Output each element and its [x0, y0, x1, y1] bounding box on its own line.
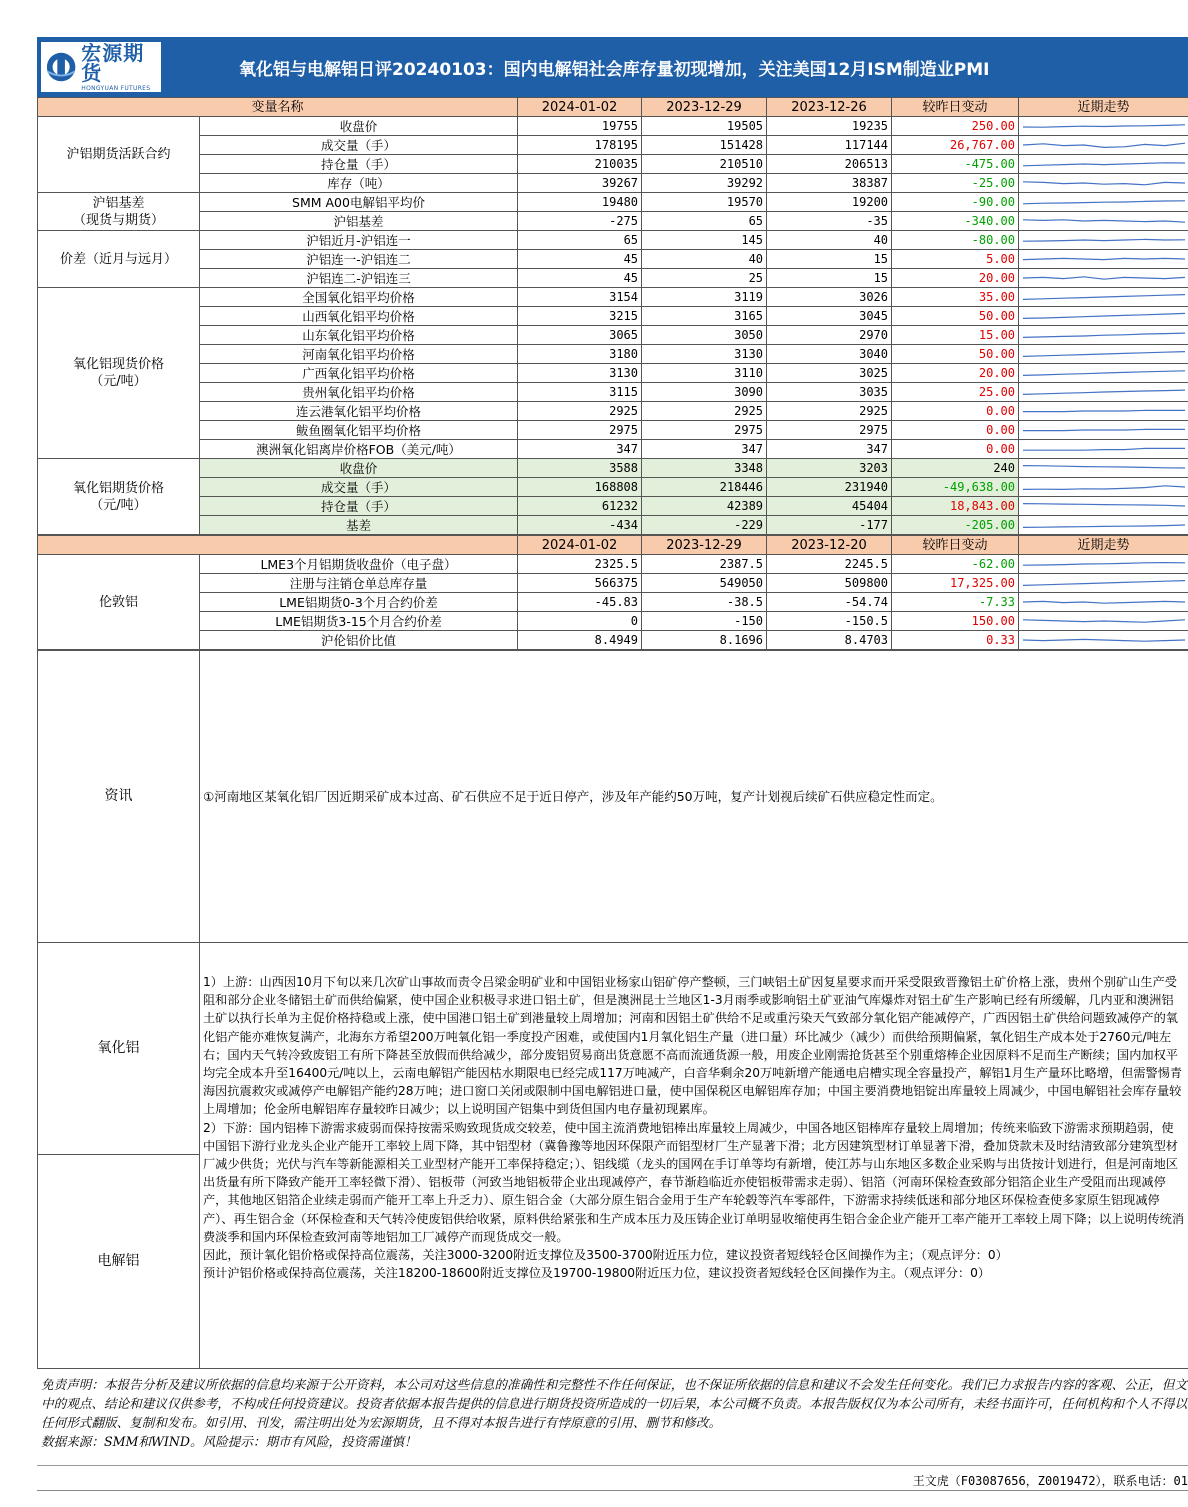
trend-sparkline: [1019, 136, 1188, 155]
trend-sparkline: [1019, 326, 1188, 345]
trend-line: [1023, 371, 1185, 376]
trend-line: [1023, 258, 1185, 259]
daily-change: 150.00: [892, 612, 1019, 631]
variable-name: 沪伦铝价比值: [200, 631, 518, 650]
value-date-3: 15: [767, 269, 892, 288]
value-date-1: 45: [518, 269, 642, 288]
trend-line: [1023, 333, 1185, 337]
table-row: [38, 117, 1188, 136]
value-date-3: 3203: [767, 459, 892, 478]
value-date-1: 8.4949: [518, 631, 642, 650]
value-date-2: 3119: [642, 288, 767, 307]
value-date-3: 3040: [767, 345, 892, 364]
trend-sparkline: [1019, 459, 1188, 478]
value-date-3: 117144: [767, 136, 892, 155]
table-row: [38, 497, 1188, 516]
table-row: [38, 631, 1188, 650]
value-date-1: 566375: [518, 574, 642, 593]
value-date-3: 2975: [767, 421, 892, 440]
table-row: [38, 288, 1188, 307]
analyst-contact: 王文虎（F03087656，Z0019472），联系电话：01: [37, 1466, 1188, 1491]
logo-chinese-name: 宏源期货: [81, 40, 145, 85]
daily-change: 35.00: [892, 288, 1019, 307]
value-date-3: 40: [767, 231, 892, 250]
value-date-2: 3090: [642, 383, 767, 402]
value-date-1: -45.83: [518, 593, 642, 612]
daily-change: -7.33: [892, 593, 1019, 612]
table-row: [38, 440, 1188, 459]
value-date-3: 3025: [767, 364, 892, 383]
daily-change: 17,325.00: [892, 574, 1019, 593]
variable-name: 广西氧化铝平均价格: [200, 364, 518, 383]
value-date-3: 45404: [767, 497, 892, 516]
value-date-3: 3045: [767, 307, 892, 326]
value-date-1: 210035: [518, 155, 642, 174]
daily-change: -80.00: [892, 231, 1019, 250]
trend-line: [1023, 277, 1185, 279]
value-date-1: 19480: [518, 193, 642, 212]
trend-line: [1023, 239, 1185, 241]
value-date-2: 151428: [642, 136, 767, 155]
value-date-3: 19235: [767, 117, 892, 136]
value-date-1: 347: [518, 440, 642, 459]
value-date-1: 2975: [518, 421, 642, 440]
value-date-2: 8.1696: [642, 631, 767, 650]
table-row: [38, 307, 1188, 326]
value-date-2: -229: [642, 516, 767, 535]
variable-name: 沪铝近月-沪铝连一: [200, 231, 518, 250]
trend-sparkline: [1019, 117, 1188, 136]
data-source: 数据来源：SMM和WIND。风险提示：期市有风险，投资需谨慎！: [41, 1434, 417, 1449]
daily-change: 50.00: [892, 307, 1019, 326]
value-date-2: 218446: [642, 478, 767, 497]
variable-name: 澳洲氧化铝离岸价格FOB（美元/吨）: [200, 440, 518, 459]
value-date-1: 3180: [518, 345, 642, 364]
table-row: [38, 555, 1188, 574]
daily-change: 20.00: [892, 364, 1019, 383]
daily-change: -205.00: [892, 516, 1019, 535]
value-date-3: -177: [767, 516, 892, 535]
value-date-3: 2925: [767, 402, 892, 421]
variable-name: LME铝期货0-3个月合约价差: [200, 593, 518, 612]
table-row: [38, 364, 1188, 383]
domestic-data-table: [37, 97, 1188, 535]
value-date-1: 3588: [518, 459, 642, 478]
trend-sparkline: [1019, 421, 1188, 440]
trend-sparkline: [1019, 155, 1188, 174]
variable-name: LME3个月铝期货收盘价（电子盘）: [200, 555, 518, 574]
value-date-3: -150.5: [767, 612, 892, 631]
value-date-1: 65: [518, 231, 642, 250]
trend-line: [1023, 601, 1185, 603]
value-date-2: 19570: [642, 193, 767, 212]
table-row: [38, 269, 1188, 288]
daily-change: -62.00: [892, 555, 1019, 574]
daily-change: -25.00: [892, 174, 1019, 193]
trend-line: [1023, 313, 1185, 318]
table-row: [38, 174, 1188, 193]
value-date-2: -150: [642, 612, 767, 631]
header-date-1: 2024-01-02: [518, 98, 642, 117]
variable-name: 成交量（手）: [200, 136, 518, 155]
trend-sparkline: [1019, 478, 1188, 497]
header-variable-name: 变量名称: [38, 98, 518, 117]
header-date-2: 2023-12-29: [642, 536, 767, 555]
trend-sparkline: [1019, 231, 1188, 250]
value-date-2: 3348: [642, 459, 767, 478]
table-row: [38, 193, 1188, 212]
variable-name: 山东氧化铝平均价格: [200, 326, 518, 345]
trend-line: [1023, 163, 1185, 166]
table-row: [38, 326, 1188, 345]
news-label: 资讯: [38, 651, 200, 943]
value-date-2: 2387.5: [642, 555, 767, 574]
report-header: [37, 37, 1188, 97]
value-date-2: 40: [642, 250, 767, 269]
daily-change: 0.33: [892, 631, 1019, 650]
table-row: [38, 231, 1188, 250]
trend-line: [1023, 581, 1185, 586]
trend-line: [1023, 182, 1185, 185]
variable-name: LME铝期货3-15个月合约价差: [200, 612, 518, 631]
header-trend: 近期走势: [1019, 98, 1188, 117]
daily-change: 240: [892, 459, 1019, 478]
trend-line: [1023, 448, 1185, 450]
value-date-3: 231940: [767, 478, 892, 497]
value-date-3: 19200: [767, 193, 892, 212]
trend-sparkline: [1019, 288, 1188, 307]
variable-name: 全国氧化铝平均价格: [200, 288, 518, 307]
value-date-2: 39292: [642, 174, 767, 193]
variable-name: 库存（吨）: [200, 174, 518, 193]
trend-sparkline: [1019, 402, 1188, 421]
variable-name: 持仓量（手）: [200, 155, 518, 174]
value-date-1: 19755: [518, 117, 642, 136]
disclaimer: [37, 1369, 1188, 1466]
header-date-3: 2023-12-26: [767, 98, 892, 117]
daily-change: 20.00: [892, 269, 1019, 288]
hongyuan-logo-icon: [45, 50, 77, 84]
trend-sparkline: [1019, 250, 1188, 269]
category-label: 价差（近月与远月）: [38, 231, 200, 288]
variable-name: 沪铝连一-沪铝连二: [200, 250, 518, 269]
value-date-1: 2325.5: [518, 555, 642, 574]
electrolytic-commentary: 2）下游：国内铝棒下游需求疲弱而保持按需采购致现货成交较差，使中国主流消费地铝棒出库量较上周减少，中国各地区铝棒库存量较上周增加；传统来临致下游需求预期趋弱，使中国铝下游行业龙头企业产能开工率较上周下降，其中铝型材（冀鲁豫等地因环保限产而铝型材厂生产显著下滑；北方因建筑型材订单显著下滑，叠加贷款未及时结清致部分建筑型材厂减少供货；光伏与汽车等新能源相关工业型材产能开工率保持稳定；）、铝线缆（龙头的国网在手订单等均有新增，使江苏与山东地区多数企业采购与出货按计划进行，但是河南地区出货量有所下降致产能开工率轻微下滑）、铝板带（河致当地铝板带企业出现减停产，春节渐趋临近亦使铝板带需求走弱）、铝箔（河南环保检查致部分铝箔企业生产受阻而出现减停产，其他地区铝箔企业续走弱而产能开工率上升乏力）、原生铝合金（大部分原生铝合金用于生产车轮毂等汽车零部件，下游需求持续低迷和部分地区环保检查使多家原生铝现减停产）、再生铝合金（环保检查和天气转冷使废铝供给收紧，原料供给紧张和生产成本压力及压铸企业订单明显收缩使再生铝合金企业产能开工率产能开工率较上周下降；以上说明传统消费淡季和国内环保检查致河南等地铝加工厂减停产而现货成交一般。 因此，预计氧化铝价格或保持高位震荡，关注3000-3200附近支撑位及3500-3700附近压力位，建议投资者短线轻仓区间操作为主；（观点评分：0） 预计沪铝价格或保持高位震荡，关注18200-18600附近支撑位及19700-19800附近压力位，建议投资者短线轻仓区间操作为主。（观点评分：0）: [203, 1120, 1185, 1281]
daily-change: -340.00: [892, 212, 1019, 231]
value-date-2: 25: [642, 269, 767, 288]
variable-name: SMM A00电解铝平均价: [200, 193, 518, 212]
value-date-1: 3130: [518, 364, 642, 383]
trend-sparkline: [1019, 555, 1188, 574]
table-row: [38, 136, 1188, 155]
category-label: 氧化铝期货价格 （元/吨）: [38, 459, 200, 535]
value-date-2: 2925: [642, 402, 767, 421]
daily-change: -475.00: [892, 155, 1019, 174]
value-date-2: 210510: [642, 155, 767, 174]
trend-line: [1023, 295, 1185, 300]
variable-name: 注册与注销仓单总库存量: [200, 574, 518, 593]
table-row: [38, 250, 1188, 269]
table-row: [38, 478, 1188, 497]
trend-line: [1023, 125, 1185, 127]
value-date-3: 15: [767, 250, 892, 269]
daily-change: 50.00: [892, 345, 1019, 364]
header-change: 较昨日变动: [892, 536, 1019, 555]
alumina-commentary: 1）上游：山西因10月下旬以来几次矿山事故而责令吕梁金明矿业和中国铝业杨家山铝矿停产整顿，三门峡铝土矿因复星要求而开采受限致晋豫铝土矿价格上涨，贵州个别矿山生产受阻和部分企业冬储铝土矿而供给偏紧，使中国企业积极寻求进口铝土矿，但是澳洲昆士兰地区1-3月雨季或影响铝土矿亚油气库爆炸对铝土矿生产影响已经有所缓解，几内亚和澳洲铝土矿以执行长单为主促价格持稳或上涨，使中国港口铝土矿到港量较上周增加；河南和因铝土矿供给不足或重污染天气致部分氧化铝产能减停产，广西因铝土矿供给问题致减停产的氧化铝产能亦难恢复满产，北海东方希望200万吨氧化铝一季度投产困难，或使国内1月氧化铝生产量（进口量）环比减少（减少）而供给预期偏紧，氧化铝生产成本处于2760元/吨左右；国内天气转冷致废铝工有所下降甚至放假而供给减少，部分废铝贸易商出货意愿不高而流通货源一般，用废企业刚需抢货甚至个别重熔棒企业因原料不足而生产断续；国内加权平均完全成本升至16400元/吨以上，云南电解铝产能因枯水期限电已经完成117万吨减产，白音华剩余20万吨新增产能通电启槽实现全容量投产，解铝1月生产量环比略增，但需警惕青海因抗震救灾或减停产电解铝产能约28万吨；进口窗口关闭或限制中国电解铝进口量，使中国保税区电解铝库存加；中国主要消费地铝锭出库量较上周减少，中国电解铝社会库存量较上周增加；伦金所电解铝库存量较昨日减少；以上说明国产铝集中到货但国内电存量初现累库。: [203, 975, 1183, 1117]
value-date-3: 206513: [767, 155, 892, 174]
variable-name: 持仓量（手）: [200, 497, 518, 516]
value-date-2: 549050: [642, 574, 767, 593]
value-date-1: 3154: [518, 288, 642, 307]
value-date-3: 2970: [767, 326, 892, 345]
table-row: [38, 402, 1188, 421]
header-date-3: 2023-12-20: [767, 536, 892, 555]
trend-line: [1023, 220, 1185, 222]
value-date-1: 45: [518, 250, 642, 269]
trend-line: [1023, 429, 1185, 430]
report-sheet: [37, 37, 1188, 1491]
table-row: [38, 516, 1188, 535]
category-label: 沪铝期货活跃合约: [38, 117, 200, 193]
value-date-3: 347: [767, 440, 892, 459]
header-trend: 近期走势: [1019, 536, 1188, 555]
variable-name: 收盘价: [200, 459, 518, 478]
value-date-2: 3110: [642, 364, 767, 383]
daily-change: 25.00: [892, 383, 1019, 402]
header-blank: [38, 536, 518, 555]
value-date-1: 0: [518, 612, 642, 631]
header-date-1: 2024-01-02: [518, 536, 642, 555]
value-date-1: 168808: [518, 478, 642, 497]
value-date-1: -434: [518, 516, 642, 535]
value-date-3: -35: [767, 212, 892, 231]
value-date-2: 145: [642, 231, 767, 250]
company-logo: [41, 42, 161, 92]
electrolytic-label: 电解铝: [38, 1155, 200, 1369]
trend-sparkline: [1019, 440, 1188, 459]
category-label: 伦敦铝: [38, 555, 200, 650]
lme-data-table: [37, 535, 1188, 650]
trend-line: [1023, 620, 1185, 622]
category-label: 氧化铝现货价格 （元/吨）: [38, 288, 200, 459]
trend-line: [1023, 390, 1185, 394]
variable-name: 鲅鱼圈氧化铝平均价格: [200, 421, 518, 440]
value-date-1: -275: [518, 212, 642, 231]
value-date-1: 3065: [518, 326, 642, 345]
value-date-2: 3130: [642, 345, 767, 364]
trend-sparkline: [1019, 269, 1188, 288]
value-date-3: 509800: [767, 574, 892, 593]
variable-name: 河南氧化铝平均价格: [200, 345, 518, 364]
daily-change: 18,843.00: [892, 497, 1019, 516]
trend-sparkline: [1019, 307, 1188, 326]
trend-line: [1023, 410, 1185, 411]
daily-change: -49,638.00: [892, 478, 1019, 497]
table-row: [38, 574, 1188, 593]
variable-name: 贵州氧化铝平均价格: [200, 383, 518, 402]
variable-name: 沪铝基差: [200, 212, 518, 231]
daily-change: 26,767.00: [892, 136, 1019, 155]
variable-name: 山西氧化铝平均价格: [200, 307, 518, 326]
table-row: [38, 612, 1188, 631]
trend-line: [1023, 563, 1185, 566]
value-date-1: 3115: [518, 383, 642, 402]
trend-sparkline: [1019, 516, 1188, 535]
value-date-3: 3026: [767, 288, 892, 307]
daily-change: -90.00: [892, 193, 1019, 212]
trend-line: [1023, 143, 1185, 147]
value-date-2: 347: [642, 440, 767, 459]
header-change: 较昨日变动: [892, 98, 1019, 117]
variable-name: 收盘价: [200, 117, 518, 136]
table-row: [38, 383, 1188, 402]
value-date-2: 42389: [642, 497, 767, 516]
value-date-3: 8.4703: [767, 631, 892, 650]
trend-sparkline: [1019, 212, 1188, 231]
logo-english-name: HONGYUAN FUTURES: [81, 84, 151, 92]
trend-sparkline: [1019, 174, 1188, 193]
trend-sparkline: [1019, 612, 1188, 631]
trend-line: [1023, 486, 1185, 490]
table-row: [38, 155, 1188, 174]
trend-sparkline: [1019, 345, 1188, 364]
table-row: [38, 345, 1188, 364]
trend-line: [1023, 504, 1185, 506]
daily-change: 0.00: [892, 402, 1019, 421]
trend-sparkline: [1019, 383, 1188, 402]
value-date-1: 2925: [518, 402, 642, 421]
trend-sparkline: [1019, 593, 1188, 612]
trend-line: [1023, 466, 1185, 468]
value-date-2: 3050: [642, 326, 767, 345]
value-date-1: 178195: [518, 136, 642, 155]
table-row: [38, 459, 1188, 478]
value-date-1: 3215: [518, 307, 642, 326]
table-row: [38, 421, 1188, 440]
value-date-1: 61232: [518, 497, 642, 516]
variable-name: 沪铝连二-沪铝连三: [200, 269, 518, 288]
trend-line: [1023, 525, 1185, 527]
value-date-3: -54.74: [767, 593, 892, 612]
disclaimer-text: 免责声明：本报告分析及建议所依据的信息均来源于公开资料，本公司对这些信息的准确性和完整性不作任何保证，也不保证所依据的信息和建议不会发生任何变化。我们已力求报告内容的客观、公正，但文中的观点、结论和建议仅供参考，不构成任何投资建议。投资者依据本报告提供的信息进行期货投资所造成的一切后果，本公司概不负责。本报告版权仅为本公司所有，未经书面许可，任何机构和个人不得以任何形式翻版、复制和发布。如引用、刊发，需注明出处为宏源期货，且不得对本报告进行有悖原意的引用、删节和修改。: [41, 1377, 1188, 1430]
value-date-3: 3035: [767, 383, 892, 402]
trend-sparkline: [1019, 631, 1188, 650]
trend-sparkline: [1019, 364, 1188, 383]
commentary-table: [37, 650, 1188, 1369]
daily-change: 0.00: [892, 440, 1019, 459]
value-date-2: 65: [642, 212, 767, 231]
trend-sparkline: [1019, 574, 1188, 593]
variable-name: 成交量（手）: [200, 478, 518, 497]
daily-change: 0.00: [892, 421, 1019, 440]
variable-name: 连云港氧化铝平均价格: [200, 402, 518, 421]
daily-change: 250.00: [892, 117, 1019, 136]
table-row: [38, 212, 1188, 231]
alumina-label: 氧化铝: [38, 943, 200, 1155]
value-date-3: 2245.5: [767, 555, 892, 574]
header-date-2: 2023-12-29: [642, 98, 767, 117]
value-date-3: 38387: [767, 174, 892, 193]
report-title: 氧化铝与电解铝日评20240103：国内电解铝社会库存量初现增加，关注美国12月ISM制造业PMI: [239, 59, 990, 80]
news-text: ①河南地区某氧化铝厂因近期采矿成本过高、矿石供应不足于近日停产，涉及年产能约50万吨，复产计划视后续矿石供应稳定性而定。: [203, 789, 943, 804]
daily-change: 15.00: [892, 326, 1019, 345]
value-date-2: -38.5: [642, 593, 767, 612]
variable-name: 基差: [200, 516, 518, 535]
value-date-2: 19505: [642, 117, 767, 136]
trend-sparkline: [1019, 497, 1188, 516]
value-date-2: 3165: [642, 307, 767, 326]
trend-sparkline: [1019, 193, 1188, 212]
trend-line: [1023, 352, 1185, 357]
category-label: 沪铝基差 （现货与期货）: [38, 193, 200, 231]
trend-line: [1023, 639, 1185, 641]
value-date-2: 2975: [642, 421, 767, 440]
trend-line: [1023, 201, 1185, 204]
daily-change: 5.00: [892, 250, 1019, 269]
value-date-1: 39267: [518, 174, 642, 193]
table-row: [38, 593, 1188, 612]
